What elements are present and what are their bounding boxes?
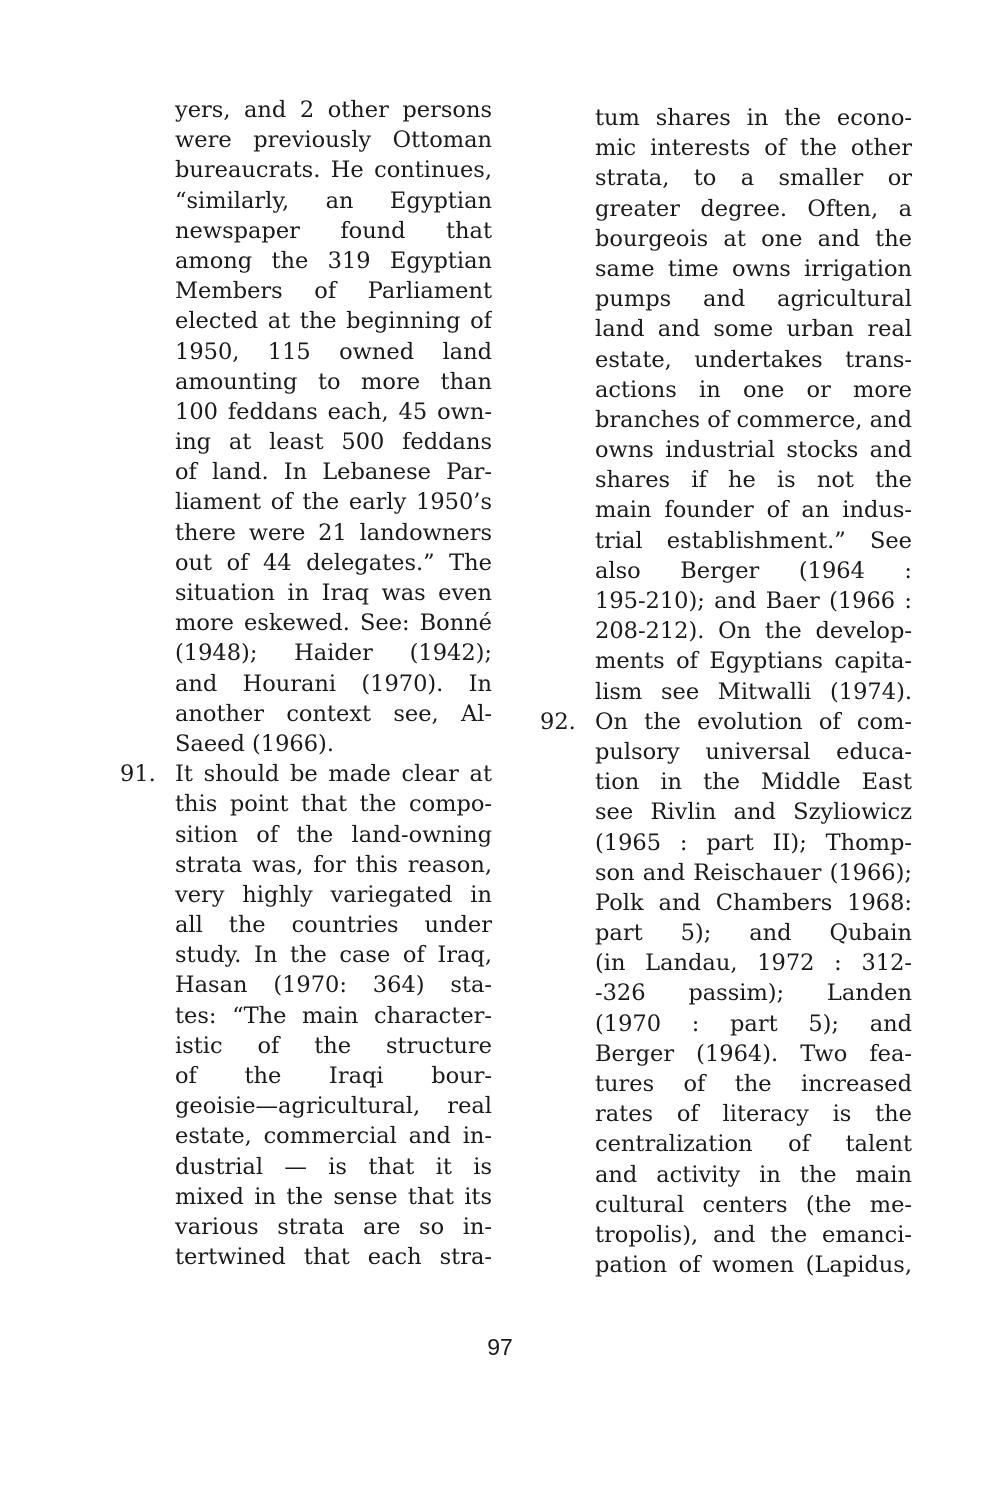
text-line: Polk and Chambers 1968:	[595, 889, 912, 916]
text-line: ing at least 500 feddans	[175, 429, 492, 456]
text-line: dustrial — is that it is	[175, 1153, 492, 1180]
text-line: very highly variegated in	[175, 881, 492, 908]
text-line: Members of Parliament	[175, 278, 492, 305]
note-91-continuation	[540, 103, 912, 707]
text-line: various strata are so in-	[175, 1213, 492, 1240]
text-line: centralization of talent	[595, 1131, 912, 1158]
text-line: main founder of an indus-	[595, 497, 912, 524]
text-line: tes: “The main character-	[175, 1002, 492, 1029]
text-line: same time owns irrigation	[595, 255, 912, 282]
text-line: (in Landau, 1972 : 312-	[595, 950, 912, 977]
text-line: and Hourani (1970). In	[175, 670, 492, 697]
text-line: strata, to a smaller or	[595, 165, 912, 192]
text-line: were previously Ottoman	[175, 127, 492, 154]
footnote-91	[120, 759, 492, 1272]
text-line: Saeed (1966).	[175, 730, 334, 757]
text-line: trial establishment.” See	[595, 527, 912, 554]
text-line: 208-212). On the develop-	[595, 618, 912, 645]
footnote-92	[540, 707, 912, 1281]
text-line: tion in the Middle East	[595, 769, 912, 796]
text-line: istic of the structure	[175, 1032, 492, 1059]
text-line: situation in Iraq was even	[175, 580, 492, 606]
text-line: pumps and agricultural	[595, 286, 912, 313]
text-line: actions in one or more	[595, 376, 912, 403]
text-line: -326 passim); Landen	[595, 980, 912, 1007]
text-line: elected at the beginning of	[175, 308, 492, 335]
text-line: “similarly, an Egyptian	[175, 187, 492, 214]
text-line: out of 44 delegates.” The	[175, 549, 492, 576]
text-line: greater degree. Often, a	[595, 195, 912, 222]
text-line: son and Reischauer (1966);	[595, 859, 912, 886]
text-line: estate, commercial and in-	[175, 1123, 492, 1150]
text-line: tures of the increased	[595, 1071, 912, 1097]
text-line: 1950, 115 owned land	[175, 338, 492, 365]
text-line: mixed in the sense that its	[175, 1183, 492, 1210]
text-line: and activity in the main	[595, 1161, 912, 1188]
text-line	[120, 759, 492, 789]
text-line: shares if he is not the	[595, 467, 912, 494]
footnote-first-line: On the evolution of com-	[595, 708, 912, 735]
text-line: newspaper found that	[175, 217, 492, 244]
text-line: rates of literacy is the	[595, 1101, 912, 1128]
text-line: Berger (1964). Two fea-	[595, 1040, 912, 1067]
text-line: this point that the compo-	[175, 791, 492, 818]
text-line: strata was, for this reason,	[175, 851, 492, 878]
text-line: bureaucrats. He continues,	[175, 157, 492, 184]
text-line: (1970 : part 5); and	[595, 1010, 912, 1037]
text-line: tertwined that each stra-	[175, 1244, 492, 1271]
text-line: land and some urban real	[595, 316, 912, 343]
text-line: another context see, Al-	[175, 700, 492, 727]
text-line: bourgeois at one and the	[595, 225, 912, 252]
text-line: there were 21 landowners	[175, 519, 492, 546]
text-line: yers, and 2 other persons	[175, 97, 492, 123]
text-line: of the Iraqi bour-	[175, 1063, 492, 1089]
text-line: (1965 : part II); Thomp-	[595, 829, 912, 856]
text-line: part 5); and Qubain	[595, 920, 912, 947]
text-line: branches of commerce, and	[595, 406, 912, 433]
text-line: (1948); Haider (1942);	[175, 640, 492, 667]
text-line: geoisie—agricultural, real	[175, 1093, 492, 1120]
footnote-number: 91.	[120, 761, 156, 788]
text-line: sition of the land-owning	[175, 821, 492, 848]
right-column	[540, 103, 912, 1280]
text-line	[540, 707, 912, 737]
text-line: mic interests of the other	[595, 135, 912, 162]
text-line: pation of women (Lapidus,	[595, 1252, 912, 1279]
text-line: see Rivlin and Szyliowicz	[595, 799, 912, 826]
text-line: among the 319 Egyptian	[175, 247, 492, 274]
text-line: lism see Mitwalli (1974).	[595, 678, 912, 705]
left-column	[120, 95, 492, 1272]
text-line: liament of the early 1950’s	[175, 489, 492, 516]
note-90-continuation	[120, 95, 492, 759]
text-line: more eskewed. See: Bonné	[175, 610, 492, 637]
text-line: owns industrial stocks and	[595, 437, 912, 464]
text-line: pulsory universal educa-	[595, 738, 912, 765]
text-line: 195-210); and Baer (1966 :	[595, 588, 912, 614]
text-line: Hasan (1970: 364) sta-	[175, 972, 492, 999]
text-line: also Berger (1964 :	[595, 557, 912, 584]
text-line: all the countries under	[175, 912, 492, 939]
text-line: tropolis), and the emanci-	[595, 1221, 912, 1248]
text-line: amounting to more than	[175, 368, 492, 395]
page-number: 97	[487, 1334, 513, 1360]
footnote-number: 92.	[540, 708, 576, 735]
footnote-first-line: It should be made clear at	[175, 761, 492, 788]
text-line: 100 feddans each, 45 own-	[175, 398, 492, 425]
text-line: tum shares in the econo-	[595, 105, 912, 131]
text-line: study. In the case of Iraq,	[175, 942, 492, 969]
text-line: ments of Egyptians capita-	[595, 648, 912, 675]
text-line: cultural centers (the me-	[595, 1191, 912, 1218]
text-line: of land. In Lebanese Par-	[175, 459, 492, 486]
text-line: estate, undertakes trans-	[595, 346, 912, 373]
